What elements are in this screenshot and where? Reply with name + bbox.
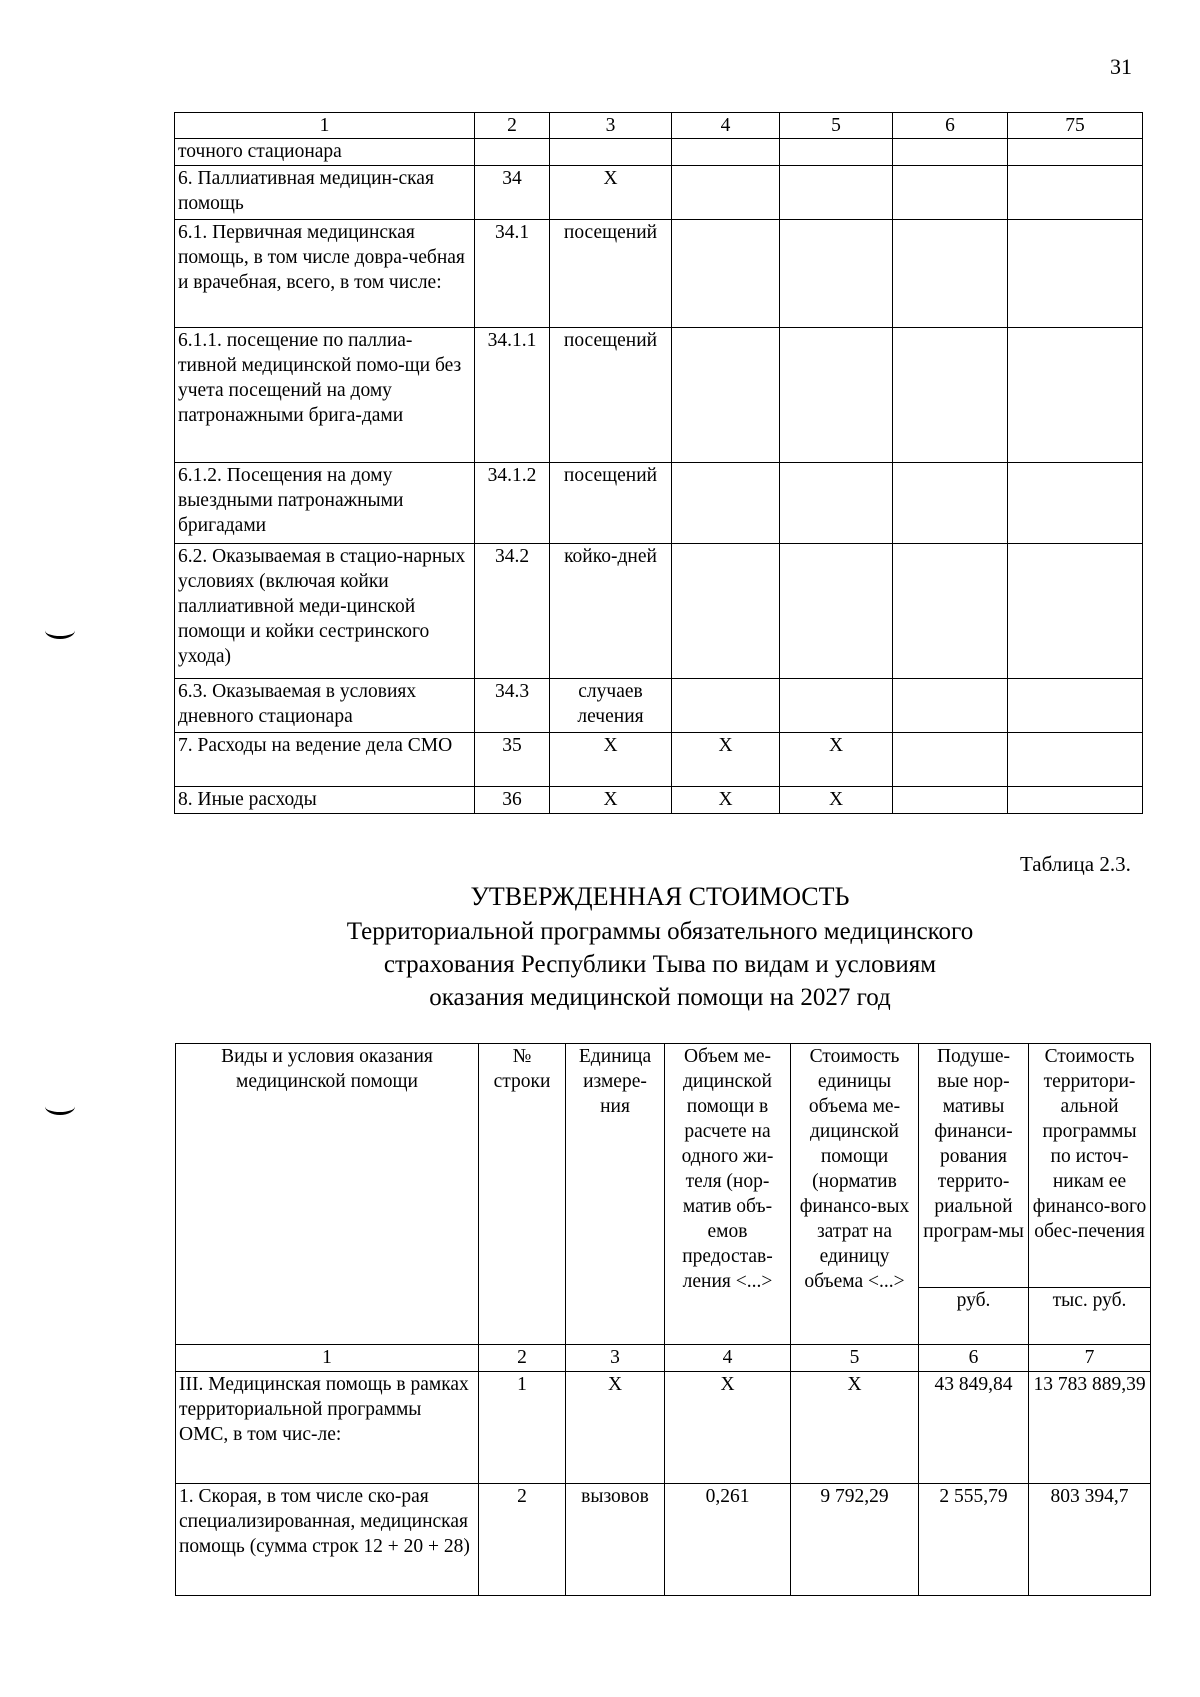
value-cell [893,139,1008,166]
section-subtitle [235,915,1085,1014]
unit-cell: случаев лечения [550,679,672,733]
value-cell: 9 792,29 [791,1484,919,1596]
unit-cell: X [550,787,672,814]
row-label: 6.3. Оказываемая в условиях дневного стационара [175,679,475,733]
value-cell [672,544,780,679]
value-cell [893,544,1008,679]
table-row [175,220,1143,328]
row-number: 36 [475,787,550,814]
value-cell: X [672,733,780,787]
value-cell: X [791,1372,919,1484]
value-cell [1008,787,1143,814]
column-number: 4 [672,113,780,139]
value-cell [780,166,893,220]
header-cell: № строки [479,1044,566,1345]
column-number: 6 [893,113,1008,139]
table-row [175,139,1143,166]
subtitle-line: Территориальной программы обязательного медицинского [346,918,974,945]
column-number: 3 [550,113,672,139]
page-number: 31 [1110,54,1132,79]
column-number: 1 [176,1345,479,1372]
section-title: УТВЕРЖДЕННАЯ СТОИМОСТЬ [470,882,850,911]
value-cell [893,733,1008,787]
value-cell [893,787,1008,814]
value-cell: 0,261 [665,1484,791,1596]
value-cell [672,220,780,328]
margin-mark [45,622,75,639]
value-cell [1008,733,1143,787]
value-cell: X [780,733,893,787]
column-number: 7 [1029,1345,1151,1372]
column-number: 1 [175,113,475,139]
row-number: 34.1.1 [475,328,550,463]
value-cell [893,220,1008,328]
table-row [175,733,1143,787]
column-number: 5 [791,1345,919,1372]
column-number: 6 [919,1345,1029,1372]
value-cell [1008,328,1143,463]
unit-cell: вызовов [566,1484,665,1596]
subtitle-line: страхования Республики Тыва по видам и условиям [383,951,937,978]
approved-cost-table [175,1043,1151,1596]
subtitle-line: оказания медицинской помощи на 2027 год [429,984,891,1011]
header-cell: Объем ме-дицинской помощи в расчете на одного жи-теля (нор-матив объ-емов предостав-ления <...> [665,1044,791,1345]
column-number: 3 [566,1345,665,1372]
value-cell [780,544,893,679]
row-label: 6.1.1. посещение по паллиа-тивной медицинской помо-щи без учета посещений на дому патронажными брига-дами [175,328,475,463]
column-number: 2 [479,1345,566,1372]
value-cell [672,463,780,544]
value-cell: X [665,1372,791,1484]
row-label: 7. Расходы на ведение дела СМО [175,733,475,787]
value-cell: 13 783 889,39 [1029,1372,1151,1484]
unit-label: тыс. руб. [1029,1287,1150,1313]
row-number: 2 [479,1484,566,1596]
header-cell: Стоимость единицы объема ме-дицинской помощи (норматив финансо-вых затрат на единицу объема <...> [791,1044,919,1345]
table-row [175,463,1143,544]
row-number [475,139,550,166]
value-cell [1008,679,1143,733]
header-cell: Виды и условия оказания медицинской помощи [176,1044,479,1345]
value-cell [672,166,780,220]
value-cell [672,328,780,463]
header-cell [1029,1044,1151,1345]
row-number: 34 [475,166,550,220]
row-label: 6. Паллиативная медицин-ская помощь [175,166,475,220]
row-number: 35 [475,733,550,787]
continued-table [174,112,1143,814]
value-cell: 2 555,79 [919,1484,1029,1596]
unit-cell: X [550,166,672,220]
value-cell [780,679,893,733]
table-row [176,1372,1151,1484]
table-row [175,679,1143,733]
value-cell [1008,166,1143,220]
value-cell: 43 849,84 [919,1372,1029,1484]
unit-cell: X [566,1372,665,1484]
row-label: 6.2. Оказываемая в стацио-нарных условиях (включая койки паллиативной меди-цинской помощи и койки сестринского ухода) [175,544,475,679]
unit-cell [550,139,672,166]
value-cell: X [672,787,780,814]
value-cell: X [780,787,893,814]
row-number: 34.2 [475,544,550,679]
value-cell [1008,139,1143,166]
value-cell: 803 394,7 [1029,1484,1151,1596]
header-cell: Единица измере-ния [566,1044,665,1345]
unit-cell: X [550,733,672,787]
column-number: 2 [475,113,550,139]
value-cell [893,166,1008,220]
margin-mark [45,1098,75,1115]
value-cell [893,679,1008,733]
value-cell [893,463,1008,544]
header-label: Подуше-вые нор-мативы финанси-рования террито-риальной програм-мы [923,1046,1024,1242]
header-label: Стоимость территори-альной программы по источ-никам ее финансо-вого обес-печения [1032,1046,1147,1242]
unit-cell: койко-дней [550,544,672,679]
row-label: 1. Скорая, в том числе ско-рая специализированная, медицинская помощь (сумма строк 12 + 20 + 28) [176,1484,479,1596]
column-number: 5 [780,113,893,139]
column-number-row [176,1345,1151,1372]
table-row [176,1484,1151,1596]
row-label: 8. Иные расходы [175,787,475,814]
table-row [175,166,1143,220]
row-number: 34.3 [475,679,550,733]
value-cell [780,328,893,463]
table-row [175,787,1143,814]
value-cell [672,139,780,166]
column-number: 4 [665,1345,791,1372]
value-cell [1008,220,1143,328]
unit-cell: посещений [550,220,672,328]
row-label: 6.1. Первичная медицинская помощь, в том числе довра-чебная и врачебная, всего, в том числе: [175,220,475,328]
row-label: точного стационара [175,139,475,166]
header-cell [919,1044,1029,1345]
value-cell [780,220,893,328]
value-cell [1008,463,1143,544]
value-cell [780,463,893,544]
unit-label: руб. [919,1287,1028,1313]
table-header-row [175,113,1143,139]
table-row [175,328,1143,463]
table-caption: Таблица 2.3. [1020,852,1131,876]
value-cell [1008,544,1143,679]
row-number: 1 [479,1372,566,1484]
row-label: 6.1.2. Посещения на дому выездными патронажными бригадами [175,463,475,544]
unit-cell: посещений [550,463,672,544]
value-cell [893,328,1008,463]
row-number: 34.1 [475,220,550,328]
table-header-row [176,1044,1151,1345]
value-cell [780,139,893,166]
row-number: 34.1.2 [475,463,550,544]
value-cell [672,679,780,733]
row-label: III. Медицинская помощь в рамках территориальной программы ОМС, в том чис-ле: [176,1372,479,1484]
column-number: 75 [1008,113,1143,139]
unit-cell: посещений [550,328,672,463]
table-row [175,544,1143,679]
